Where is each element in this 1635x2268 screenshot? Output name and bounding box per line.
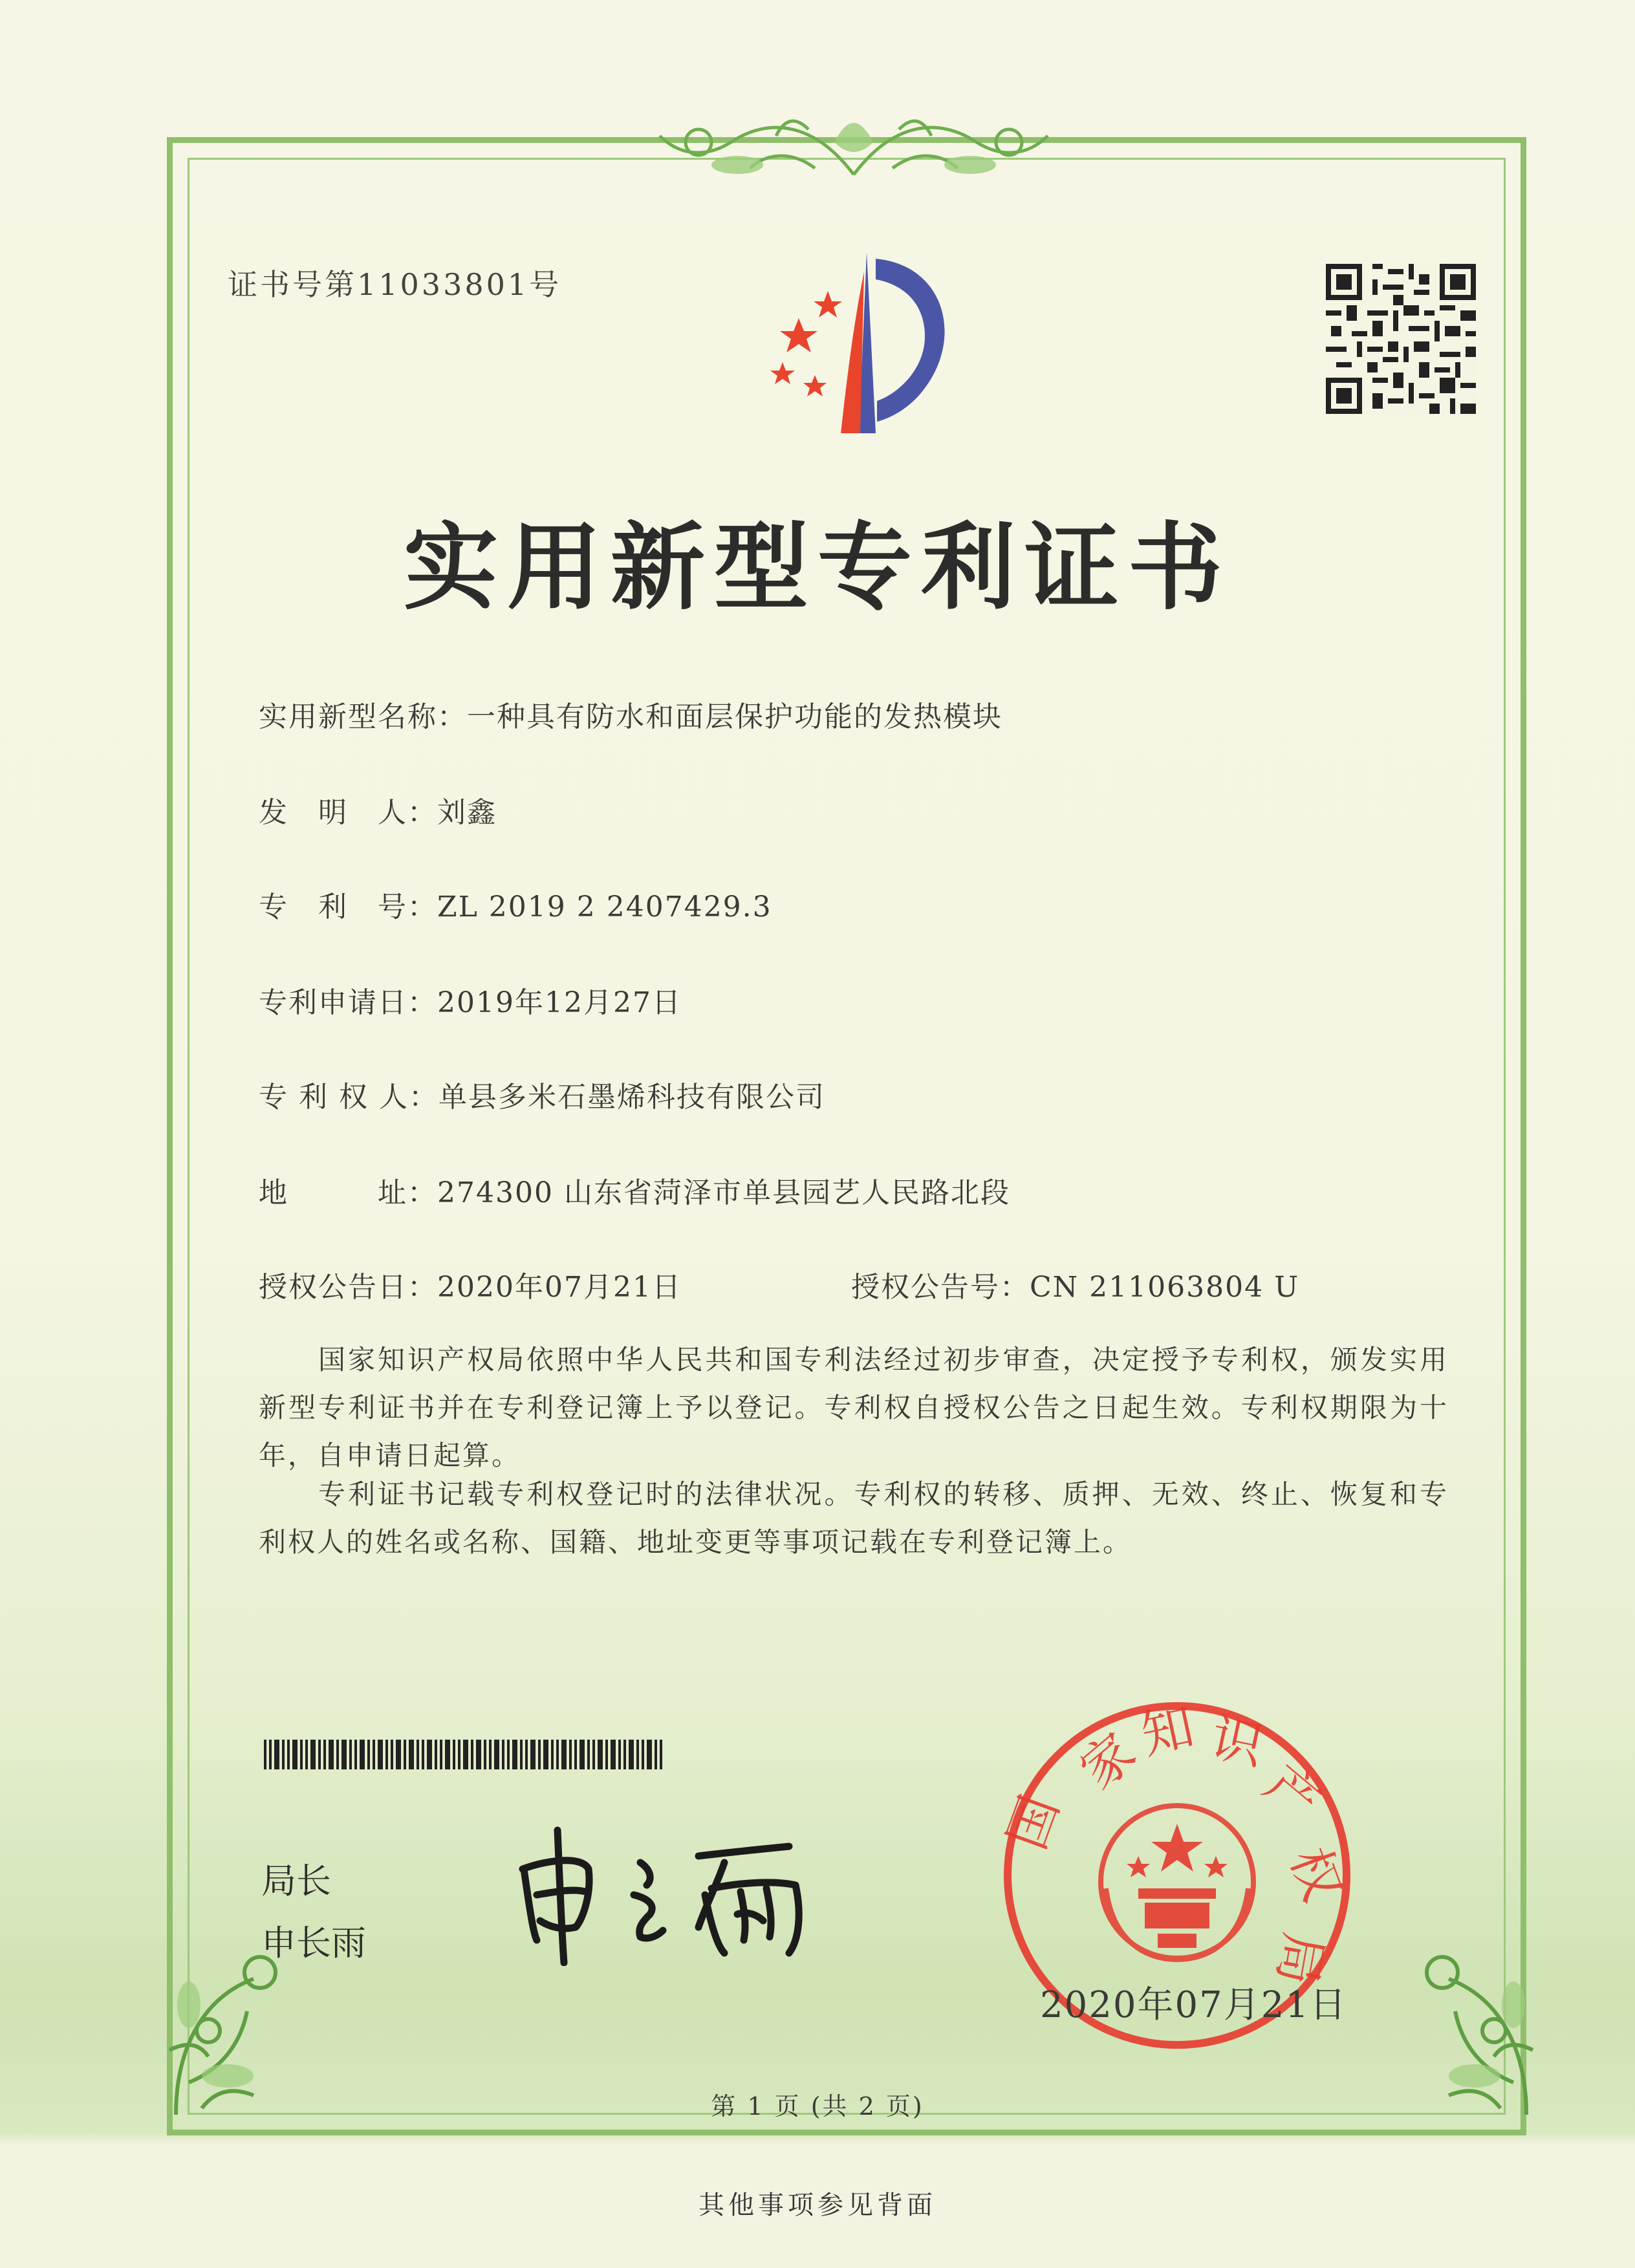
svg-text:国: 国 [996,1787,1071,1857]
body-paragraph-1: 国家知识产权局依照中华人民共和国专利法经过初步审查，决定授予专利权，颁发实用新型专利证书并在专利登记簿上予以登记。专利权自授权公告之日起生效。专利权期限为十年，自申请日起算。 [259,1344,1449,1471]
patent-number-label: 专 利 号： [259,891,437,923]
grant-date-value: 2020年07月21日 [437,1271,682,1304]
filing-date-label: 专利申请日： [259,986,437,1019]
grant-date-row [259,1264,682,1305]
director-title: 局长 [261,1861,331,1901]
body-paragraph-2: 专利证书记载专利权登记时的法律状况。专利权的转移、质押、无效、终止、恢复和专利权人的姓名或名称、国籍、地址变更等事项记载在专利登记簿上。 [259,1478,1449,1558]
svg-text:家: 家 [1068,1721,1147,1801]
patentee-label: 专 利 权 人： [259,1081,439,1114]
patent-number-value: ZL 2019 2 2407429.3 [437,891,772,923]
utility-model-name-row [259,693,1002,735]
qr-code-icon [1326,264,1476,414]
patent-number-row [259,883,772,925]
inventor-value: 刘鑫 [437,796,497,829]
filing-date-row [259,979,682,1021]
svg-text:产: 产 [1253,1753,1332,1833]
back-note: 其他事项参见背面 [698,2190,937,2220]
patentee-value: 单县多米石墨烯科技有限公司 [438,1081,825,1114]
utility-model-name-value: 一种具有防水和面层保护功能的发热模块 [467,700,1002,733]
svg-text:识: 识 [1206,1707,1269,1777]
grant-date-label: 授权公告日： [259,1271,437,1304]
address-label: 地 址： [259,1176,437,1209]
handwritten-signature-icon [511,1824,847,1966]
filing-date-value: 2019年12月27日 [437,986,682,1019]
grant-number-row [851,1264,1299,1305]
barcode-icon [264,1740,662,1769]
certificate-number: 证书号第11033801号 [228,267,562,302]
top-floral-ornament-icon [621,97,1087,188]
director-name: 申长雨 [261,1923,366,1963]
svg-text:权: 权 [1279,1839,1353,1909]
page-indicator: 第 1 页 (共 2 页) [711,2092,924,2121]
address-value: 274300 山东省菏泽市单县园艺人民路北段 [437,1176,1010,1209]
inventor-label: 发 明 人： [259,796,437,829]
seal-date: 2020年07月21日 [1040,1984,1348,2026]
grant-number-value: CN 211063804 U [1030,1271,1300,1304]
inventor-row [259,789,497,830]
svg-text:知: 知 [1136,1696,1200,1766]
svg-text:局: 局 [1266,1928,1334,1990]
grant-number-label: 授权公告号： [851,1271,1030,1304]
certificate-title: 实用新型专利证书 [404,512,1231,623]
patent-office-emblem-icon [731,246,990,440]
patentee-row [259,1074,825,1115]
utility-model-name-label: 实用新型名称： [259,700,467,733]
address-row [259,1169,1010,1211]
